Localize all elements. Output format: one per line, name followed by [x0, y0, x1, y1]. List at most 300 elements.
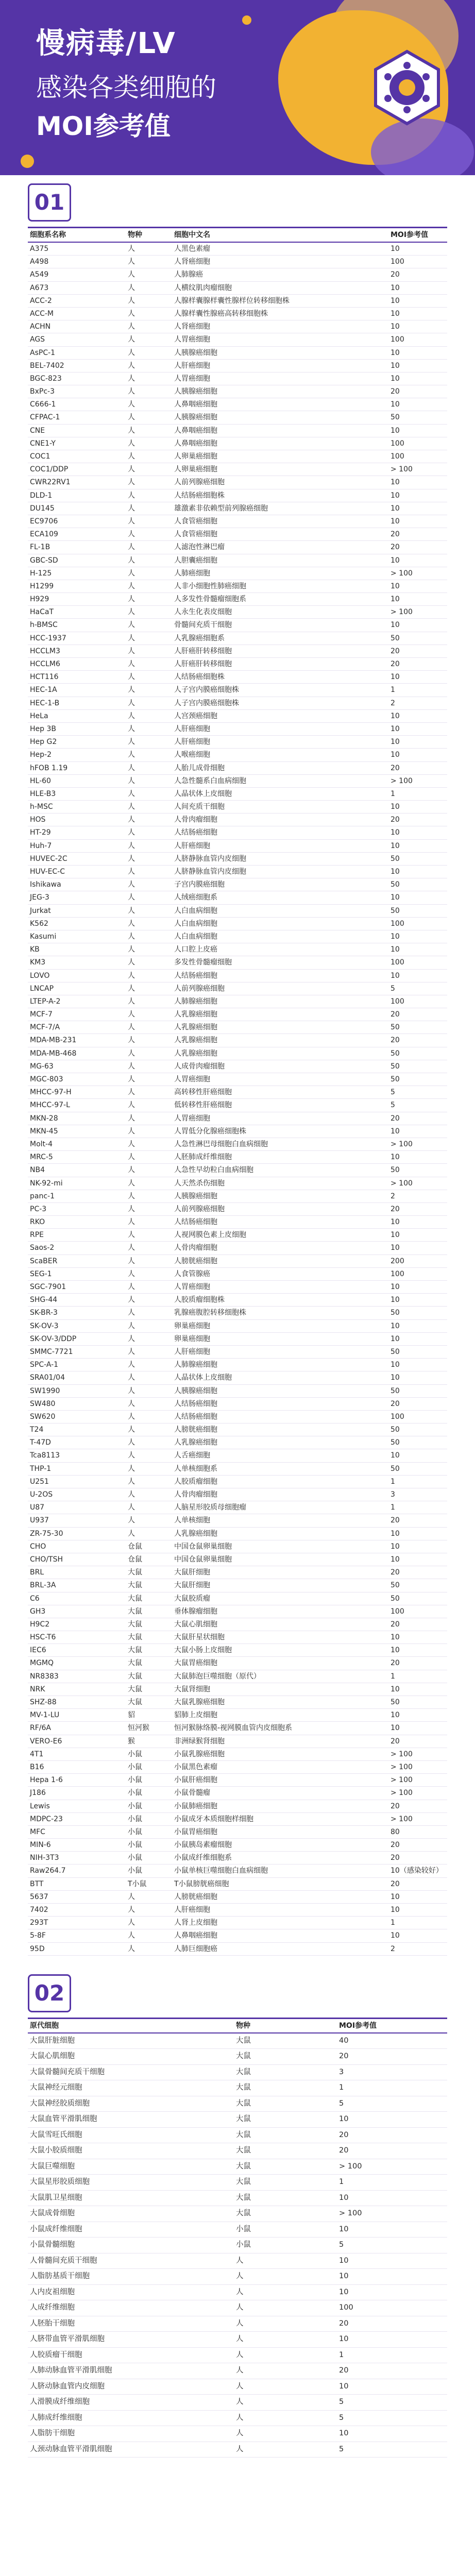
species: 大鼠 — [236, 2052, 251, 2061]
species: 人 — [128, 608, 135, 617]
cell-line-name: COC1 — [30, 452, 50, 461]
cell-cn-name: 人骨肉瘤细胞 — [174, 1490, 217, 1499]
cell-cn-name: 雄激素非依赖型前列腺癌细胞 — [174, 504, 268, 513]
table2-col-moi: MOI参考值 — [339, 2021, 377, 2030]
table2-row — [28, 2191, 447, 2207]
cell-cn-name: 人肝癌细胞 — [174, 724, 210, 733]
table1-row — [28, 1826, 447, 1839]
table2-row — [28, 2159, 447, 2175]
moi-value: 10 — [391, 1685, 400, 1693]
cell-cn-name: 人肺腺癌细胞 — [174, 997, 217, 1006]
cell-cn-name: 骨髓间充质干细胞 — [174, 621, 232, 630]
table1-row — [28, 905, 447, 918]
species: 人 — [128, 868, 135, 876]
primary-cell-name: 大鼠成骨细胞 — [30, 2209, 75, 2218]
species: 人 — [128, 439, 135, 448]
species: 人 — [128, 1412, 135, 1421]
moi-value: 10 — [391, 1451, 400, 1460]
cell-line-name: NRK — [30, 1685, 45, 1693]
cell-line-name: ZR-75-30 — [30, 1529, 63, 1538]
primary-cell-name: 人肺动脉血管平滑肌细胞 — [30, 2366, 112, 2375]
cell-cn-name: 人舌癌细胞 — [174, 1451, 210, 1460]
species: 人 — [128, 919, 135, 928]
species: 小鼠 — [128, 1867, 142, 1875]
table1-row — [28, 411, 447, 424]
table2-row — [28, 2348, 447, 2364]
cell-cn-name: 乳腺癌腹腔转移细胞株 — [174, 1309, 246, 1317]
moi-value: 20 — [391, 1114, 400, 1123]
cell-line-name: hFOB 1.19 — [30, 764, 68, 772]
cell-cn-name: 人成骨肉瘤细胞 — [174, 1062, 225, 1071]
table2-row — [28, 2316, 447, 2332]
cell-line-name: Huh-7 — [30, 841, 52, 850]
table1-row — [28, 878, 447, 891]
table1-row — [28, 1540, 447, 1553]
species: 人 — [128, 984, 135, 993]
cell-line-name: HSC-T6 — [30, 1633, 56, 1642]
cell-cn-name: 卵巢癌细胞 — [174, 1334, 210, 1343]
moi-value: 10 — [339, 2335, 349, 2344]
moi-value: 50 — [391, 1075, 400, 1083]
species: 大鼠 — [236, 2036, 251, 2045]
species: 人 — [128, 478, 135, 487]
cell-cn-name: 人结肠癌细胞 — [174, 1399, 217, 1408]
cell-line-name: Molt-4 — [30, 1140, 53, 1148]
species: 大鼠 — [128, 1698, 142, 1706]
moi-value: 10 — [391, 245, 400, 253]
cell-cn-name: 人肾上皮细胞 — [174, 1919, 217, 1927]
primary-cell-name: 小鼠成纤维细胞 — [30, 2225, 82, 2233]
moi-value: 10 — [391, 1283, 400, 1291]
moi-value: 10 — [391, 1555, 400, 1564]
primary-cell-name: 人胶质瘤干细胞 — [30, 2350, 82, 2359]
cell-cn-name: 人子宫内膜癌细胞株 — [174, 686, 239, 694]
cell-cn-name: 人肝癌细胞 — [174, 1906, 210, 1914]
species: 人 — [128, 1036, 135, 1045]
cell-cn-name: 中国仓鼠卵巢细胞 — [174, 1542, 232, 1551]
species: 人 — [128, 1503, 135, 1512]
cell-line-name: RPE — [30, 1231, 44, 1240]
cell-cn-name: 人单核细胞系 — [174, 1464, 217, 1473]
moi-value: 100 — [391, 439, 404, 448]
moi-value: 10 — [391, 504, 400, 513]
cell-cn-name: 人宫颈癌细胞 — [174, 711, 217, 720]
species: 人 — [128, 452, 135, 461]
cell-line-name: EC9706 — [30, 517, 58, 526]
cell-cn-name: 人滤泡性淋巴瘤 — [174, 543, 225, 552]
cell-cn-name: 人肝癌肝转移细胞 — [174, 660, 232, 668]
table1-row — [28, 1605, 447, 1618]
species: 大鼠 — [236, 2130, 251, 2139]
moi-value: 10 — [391, 309, 400, 318]
moi-value: 10 — [391, 1542, 400, 1551]
species: 人 — [128, 711, 135, 720]
cell-line-name: SHZ-88 — [30, 1698, 57, 1706]
moi-value: 10 — [391, 1633, 400, 1642]
table1-row — [28, 930, 447, 943]
cell-line-name: HeLa — [30, 711, 48, 720]
cell-cn-name: 人卵巢癌细胞 — [174, 452, 217, 461]
moi-value: 10 — [391, 400, 400, 409]
moi-value: 10（感染较好） — [391, 1867, 443, 1875]
cell-line-name: RF/6A — [30, 1724, 51, 1733]
moi-value: 2 — [391, 699, 395, 707]
table1-row — [28, 360, 447, 372]
moi-value: > 100 — [391, 776, 413, 785]
cell-cn-name: 人胃低分化腺癌细胞株 — [174, 1127, 246, 1136]
moi-value: 20 — [391, 1737, 400, 1745]
cell-line-name: MKN-28 — [30, 1114, 58, 1123]
table1-row — [28, 1904, 447, 1917]
cell-line-name: SGC-7901 — [30, 1283, 66, 1291]
moi-value: 50 — [391, 1166, 400, 1175]
primary-cell-name: 大鼠雪旺氏细胞 — [30, 2130, 82, 2139]
cell-line-name: ECA109 — [30, 530, 58, 539]
species: 人 — [128, 945, 135, 954]
table1-row — [28, 1865, 447, 1877]
species: 大鼠 — [236, 2099, 251, 2108]
table1-row — [28, 385, 447, 398]
cell-line-name: KB — [30, 945, 40, 954]
moi-value: 20 — [391, 1879, 400, 1888]
cell-cn-name: 人肝癌细胞 — [174, 1347, 210, 1356]
cell-line-name: BTT — [30, 1879, 44, 1888]
primary-cell-name: 人脐动脉血管内皮细胞 — [30, 2382, 105, 2391]
cell-line-name: MCF-7/A — [30, 1023, 60, 1032]
species: 人 — [128, 816, 135, 824]
cell-line-name: DU145 — [30, 504, 55, 513]
species: 人 — [128, 556, 135, 565]
moi-value: 20 — [391, 1036, 400, 1045]
cell-line-name: HCC-1937 — [30, 634, 66, 642]
table1-row — [28, 775, 447, 788]
cell-line-name: MDA-MB-468 — [30, 1049, 77, 1058]
moi-value: 5 — [339, 2445, 344, 2453]
cell-cn-name: 人前列腺癌细胞 — [174, 1205, 225, 1213]
table1-row — [28, 1346, 447, 1359]
primary-cell-name: 大鼠血管平滑肌细胞 — [30, 2115, 97, 2124]
cell-line-name: MIN-6 — [30, 1841, 51, 1850]
table1-col-moi: MOI参考值 — [391, 231, 429, 239]
moi-value: 1 — [339, 2083, 344, 2092]
table1-row — [28, 437, 447, 450]
species: 人 — [128, 1023, 135, 1032]
species: 人 — [128, 530, 135, 539]
table1-row — [28, 1878, 447, 1891]
species: 人 — [128, 504, 135, 513]
moi-value: 100 — [391, 258, 404, 266]
species: 人 — [128, 776, 135, 785]
cell-line-name: HEC-1-B — [30, 699, 60, 707]
moi-value: 50 — [391, 1594, 400, 1603]
table1-row — [28, 1060, 447, 1073]
table1-row — [28, 1644, 447, 1657]
moi-value: 50 — [391, 880, 400, 889]
table1-row — [28, 1917, 447, 1929]
species: 大鼠 — [128, 1633, 142, 1642]
cell-cn-name: 人胰腺癌细胞 — [174, 1192, 217, 1200]
table1-row — [28, 1943, 447, 1956]
cell-cn-name: 人肝癌细胞 — [174, 738, 210, 747]
species: 大鼠 — [128, 1607, 142, 1616]
primary-cell-name: 大鼠肝脏细胞 — [30, 2036, 75, 2045]
moi-value: 10 — [391, 841, 400, 850]
cell-cn-name: 人永生化表皮细胞 — [174, 608, 232, 617]
moi-value: 20 — [391, 1516, 400, 1525]
virus-badge-icon — [368, 49, 446, 126]
cell-line-name: 5-8F — [30, 1931, 46, 1940]
cell-cn-name: 人胃癌细胞 — [174, 1114, 210, 1123]
moi-value: 10 — [391, 283, 400, 292]
moi-value: 10 — [391, 1231, 400, 1240]
moi-value: 20 — [391, 1010, 400, 1019]
species: 小鼠 — [128, 1802, 142, 1810]
moi-value: > 100 — [339, 2209, 362, 2218]
cell-cn-name: 人胰腺癌细胞 — [174, 348, 217, 357]
moi-value: 20 — [391, 764, 400, 772]
table1-row — [28, 749, 447, 761]
table2-row — [28, 2049, 447, 2065]
primary-cell-name: 大鼠神经元细胞 — [30, 2083, 82, 2092]
table1-row — [28, 567, 447, 580]
moi-value: 50 — [391, 1426, 400, 1434]
cell-line-name: HUV-EC-C — [30, 868, 65, 876]
moi-value: 10 — [339, 2382, 349, 2391]
cell-line-name: Hep G2 — [30, 738, 57, 747]
cell-line-name: Jurkat — [30, 906, 51, 915]
cell-cn-name: 人乳腺癌细胞 — [174, 1438, 217, 1447]
cell-line-name: CHO — [30, 1542, 46, 1551]
cell-cn-name: 人胰腺癌细胞 — [174, 387, 217, 396]
moi-value: 10 — [391, 711, 400, 720]
table1-row — [28, 866, 447, 878]
species: 人 — [128, 932, 135, 941]
moi-value: 20 — [339, 2366, 349, 2375]
primary-cell-name: 人滑膜成纤维细胞 — [30, 2398, 90, 2406]
cell-line-name: SK-OV-3/DDP — [30, 1334, 77, 1343]
table1-row — [28, 814, 447, 826]
cell-cn-name: 人白血病细胞 — [174, 919, 217, 928]
cell-line-name: MCF-7 — [30, 1010, 53, 1019]
table1-row — [28, 1177, 447, 1190]
species: 人 — [128, 595, 135, 604]
moi-value: 10 — [391, 1724, 400, 1733]
table1-row — [28, 619, 447, 632]
table1-row — [28, 398, 447, 411]
cell-line-name: AGS — [30, 335, 45, 344]
cell-line-name: T-47D — [30, 1438, 51, 1447]
cell-cn-name: 人胃癌细胞 — [174, 374, 210, 383]
table2-row — [28, 2238, 447, 2253]
species: 人 — [128, 1490, 135, 1499]
moi-value: 10 — [391, 932, 400, 941]
table1-row — [28, 1476, 447, 1488]
moi-value: 10 — [391, 1646, 400, 1655]
cell-cn-name: 大鼠小肠上皮细胞 — [174, 1646, 232, 1655]
cell-line-name: 95D — [30, 1944, 45, 1953]
species: 人 — [128, 1944, 135, 1953]
page-title: 慢病毒/LV — [36, 27, 176, 60]
table1-col-species: 物种 — [128, 231, 142, 239]
cell-line-name: CHO/TSH — [30, 1555, 63, 1564]
table1-row — [28, 1333, 447, 1346]
table2-row — [28, 2112, 447, 2128]
cell-line-name: PC-3 — [30, 1205, 47, 1213]
cell-line-name: A549 — [30, 270, 49, 279]
species: 人 — [128, 1205, 135, 1213]
moi-value: 10 — [391, 673, 400, 682]
table1-row — [28, 1761, 447, 1774]
cell-line-name: K562 — [30, 919, 48, 928]
cell-cn-name: 大鼠肺泡巨噬细胞（原代） — [174, 1672, 261, 1681]
species: 人 — [128, 1244, 135, 1252]
species: 人 — [128, 828, 135, 837]
moi-value: 20 — [339, 2130, 349, 2139]
species: 人 — [236, 2272, 244, 2281]
cell-line-name: GBC-SD — [30, 556, 58, 565]
species: 人 — [128, 569, 135, 578]
species: 大鼠 — [236, 2083, 251, 2092]
moi-value: 1 — [391, 686, 395, 694]
species: 人 — [128, 1049, 135, 1058]
table1-row — [28, 1592, 447, 1605]
table2-row — [28, 2096, 447, 2112]
moi-value: 5 — [339, 2398, 344, 2406]
cell-line-name: Hepa 1-6 — [30, 1776, 63, 1785]
species: 大鼠 — [236, 2162, 251, 2171]
table1-row — [28, 282, 447, 295]
table1-row — [28, 736, 447, 749]
cell-cn-name: 人晶状体上皮细胞 — [174, 1374, 232, 1382]
species: 人 — [128, 1919, 135, 1927]
cell-line-name: SMMC-7721 — [30, 1347, 73, 1356]
table1-row — [28, 1359, 447, 1371]
moi-value: 10 — [391, 1153, 400, 1162]
species: T小鼠 — [128, 1879, 147, 1888]
species: 人 — [128, 803, 135, 811]
table1-row — [28, 1138, 447, 1151]
table1-row — [28, 1579, 447, 1592]
moi-value: 20 — [339, 2319, 349, 2328]
cell-cn-name: 小鼠胰岛素瘤细胞 — [174, 1841, 232, 1850]
cell-cn-name: 人乳腺癌细胞 — [174, 1023, 217, 1032]
moi-value: 10 — [391, 1296, 400, 1304]
cell-line-name: MFC — [30, 1827, 45, 1836]
moi-value: 10 — [391, 828, 400, 837]
table2-row — [28, 2128, 447, 2144]
header-banner — [0, 0, 475, 175]
cell-line-name: J186 — [30, 1789, 46, 1798]
moi-value: 10 — [391, 1218, 400, 1227]
moi-value: > 100 — [391, 569, 413, 578]
species: 人 — [128, 1399, 135, 1408]
species: 大鼠 — [128, 1594, 142, 1603]
primary-cell-name: 大鼠神经胶质细胞 — [30, 2099, 90, 2108]
table1-row — [28, 1073, 447, 1086]
species: 恒河猴 — [128, 1724, 149, 1733]
table1-row — [28, 1501, 447, 1514]
cell-line-name: VERO-E6 — [30, 1737, 62, 1745]
species: 大鼠 — [236, 2067, 251, 2076]
moi-value: 100 — [391, 958, 404, 967]
cell-cn-name: 人白血病细胞 — [174, 932, 217, 941]
moi-value: 1 — [391, 1477, 395, 1486]
table1-row — [28, 918, 447, 930]
table1-row — [28, 1216, 447, 1229]
moi-value: 10 — [391, 1711, 400, 1720]
moi-value: 2 — [391, 1944, 395, 1953]
cell-line-name: BxPc-3 — [30, 387, 55, 396]
cell-cn-name: 人结肠癌细胞株 — [174, 673, 225, 682]
cell-cn-name: 大鼠胃癌细胞 — [174, 1659, 217, 1668]
cell-cn-name: 人胃癌细胞 — [174, 335, 210, 344]
cell-cn-name: T小鼠膀胱癌细胞 — [174, 1879, 229, 1888]
primary-cell-name: 人内皮祖细胞 — [30, 2287, 75, 2296]
cell-cn-name: 子宫内膜癌细胞 — [174, 880, 225, 889]
moi-value: 20 — [391, 530, 400, 539]
cell-line-name: U87 — [30, 1503, 45, 1512]
cell-cn-name: 人胃癌细胞 — [174, 1075, 210, 1083]
species: 人 — [128, 1426, 135, 1434]
species: 人 — [128, 1931, 135, 1940]
table2-col-species: 物种 — [236, 2021, 250, 2030]
cell-cn-name: 大鼠心肌细胞 — [174, 1620, 217, 1629]
table1-row — [28, 684, 447, 697]
species: 人 — [128, 1231, 135, 1240]
primary-cell-name: 人脂肪基质干细胞 — [30, 2272, 90, 2281]
table1-row — [28, 1371, 447, 1384]
section-1-number: 01 — [28, 183, 71, 222]
moi-value: 10 — [391, 751, 400, 759]
cell-line-name: H1299 — [30, 582, 54, 590]
species: 人 — [128, 491, 135, 500]
cell-line-name: CNE — [30, 426, 45, 435]
species: 人 — [128, 971, 135, 980]
table1-row — [28, 788, 447, 801]
cell-line-name: SEG-1 — [30, 1269, 52, 1278]
cell-cn-name: 人子宫内膜癌细胞株 — [174, 699, 239, 707]
cell-cn-name: 人乳腺癌细胞 — [174, 1049, 217, 1058]
species: 人 — [128, 958, 135, 967]
species: 人 — [128, 1334, 135, 1343]
table1-row — [28, 347, 447, 360]
cell-cn-name: 人口腔上皮癌 — [174, 945, 217, 954]
species: 大鼠 — [128, 1672, 142, 1681]
species: 人 — [128, 400, 135, 409]
table1-row — [28, 1423, 447, 1436]
cell-line-name: NK-92-mi — [30, 1179, 63, 1188]
primary-cell-name: 大鼠肌卫星细胞 — [30, 2193, 82, 2202]
cell-cn-name: 大鼠肾细胞 — [174, 1685, 210, 1693]
table1-row — [28, 1709, 447, 1722]
table1-row — [28, 1774, 447, 1787]
table1-row — [28, 1449, 447, 1462]
cell-line-name: FL-1B — [30, 543, 50, 552]
species: 人 — [128, 1192, 135, 1200]
table1-row — [28, 1514, 447, 1527]
cell-line-name: MHCC-97-H — [30, 1088, 72, 1097]
moi-value: 20 — [391, 1802, 400, 1810]
cell-cn-name: 卵巢癌细胞 — [174, 1321, 210, 1330]
species: 人 — [128, 854, 135, 863]
moi-value: 10 — [391, 478, 400, 487]
cell-line-name: ACHN — [30, 323, 51, 331]
cell-cn-name: 大鼠肝星状细胞 — [174, 1633, 225, 1642]
moi-value: 20 — [391, 387, 400, 396]
primary-cell-name: 大鼠小胶质细胞 — [30, 2146, 82, 2155]
moi-value: 10 — [339, 2287, 349, 2296]
cell-cn-name: 低转移性肝癌细胞 — [174, 1101, 232, 1110]
